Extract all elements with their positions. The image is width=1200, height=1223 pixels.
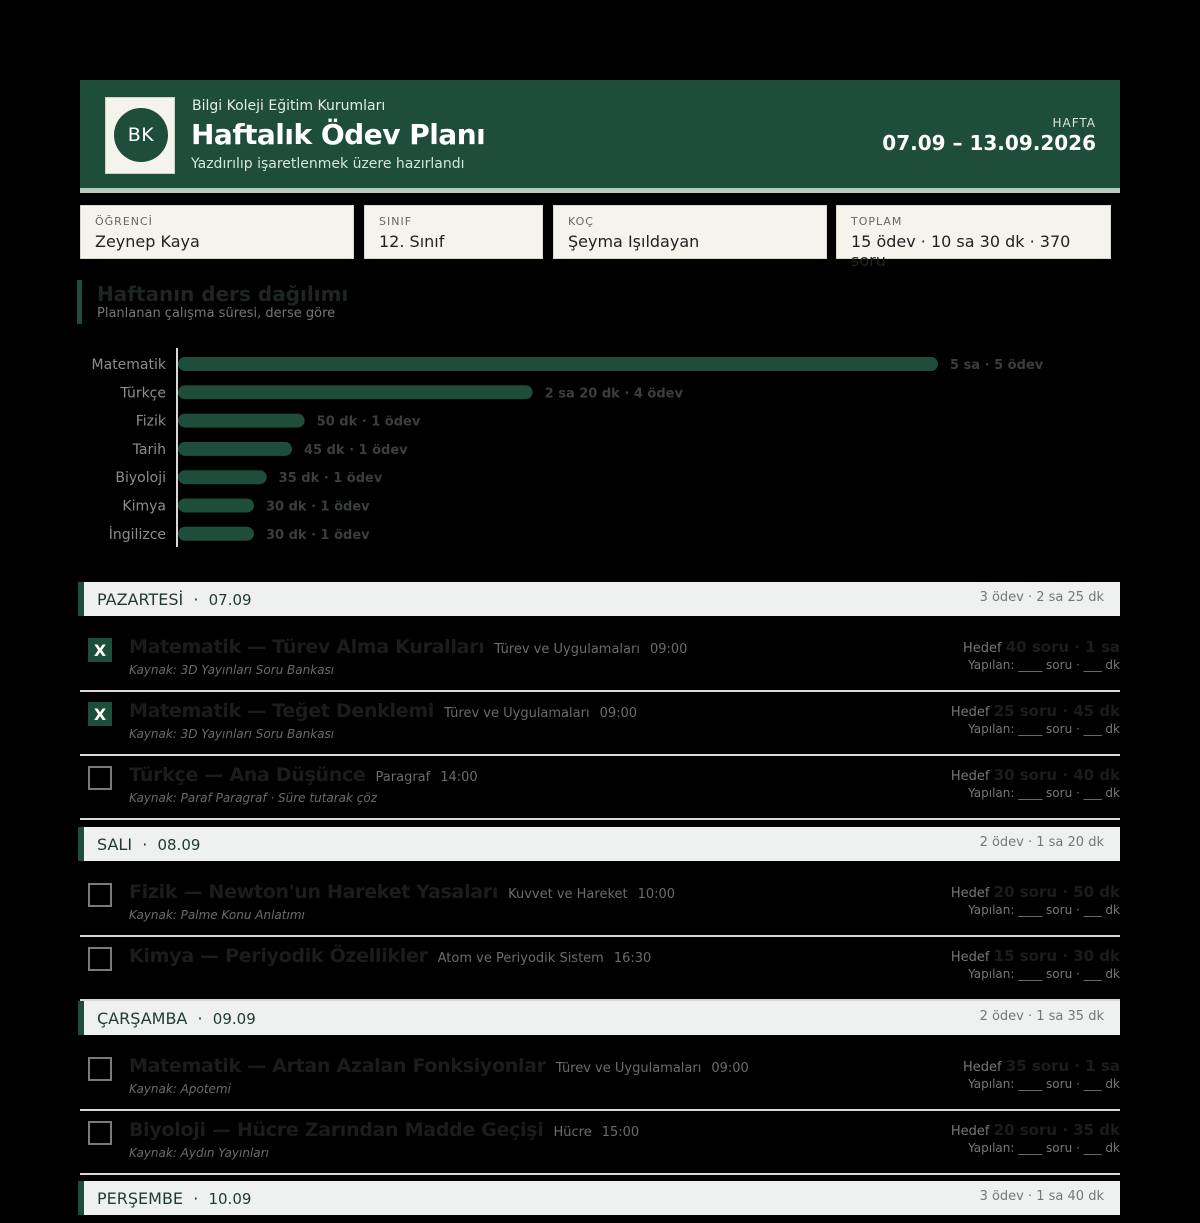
day-name-text: ÇARŞAMBA xyxy=(97,1009,188,1028)
coach-info xyxy=(553,205,827,259)
task-goal-block xyxy=(963,638,1120,672)
task-row xyxy=(80,690,1120,756)
task-goal-block xyxy=(951,947,1120,981)
task-done-field[interactable]: Yapılan: ____ soru · ___ dk xyxy=(968,786,1120,800)
day-header xyxy=(78,827,1120,861)
task-source: Kaynak: 3D Yayınları Soru Bankası xyxy=(129,663,335,677)
goal-label: Hedef xyxy=(950,1124,994,1139)
task-unit: Türev ve Uygulamaları xyxy=(444,706,590,721)
task-line xyxy=(129,1119,639,1141)
day-summary: 3 ödev · 2 sa 25 dk xyxy=(979,590,1104,605)
task-source: Kaynak: Apotemi xyxy=(129,1082,231,1096)
task-row xyxy=(80,871,1120,937)
chart-bar xyxy=(178,414,305,428)
day-date: 08.09 xyxy=(157,836,201,854)
distribution-subtitle: Planlanan çalışma süresi, derse göre xyxy=(97,306,336,321)
chart-category-label: Kimya xyxy=(122,498,166,515)
chart-category-label: Türkçe xyxy=(120,385,166,402)
task-time: 15:00 xyxy=(601,1125,640,1140)
task-time: 09:00 xyxy=(599,706,638,721)
task-goal xyxy=(951,883,1120,901)
task-goal xyxy=(951,766,1120,784)
day-date: 07.09 xyxy=(208,591,252,609)
school-logo xyxy=(105,97,175,174)
task-source: Kaynak: Paraf Paragraf · Süre tutarak çöz xyxy=(129,791,378,805)
chart-value-label: 5 sa · 5 ödev xyxy=(950,358,1044,373)
task-unit: Kuvvet ve Hareket xyxy=(508,887,628,902)
distribution-header xyxy=(77,280,348,324)
task-row xyxy=(80,935,1120,1001)
task-line xyxy=(129,881,675,903)
day-name-text: PERŞEMBE xyxy=(97,1189,184,1208)
day-date: 09.09 xyxy=(212,1010,256,1028)
task-goal xyxy=(963,1057,1120,1075)
subject-distribution-chart xyxy=(0,345,1200,555)
week-range: 07.09 – 13.09.2026 xyxy=(882,131,1096,155)
chart-category-label: Tarih xyxy=(132,441,166,458)
task-row xyxy=(80,1045,1120,1111)
task-done-field[interactable]: Yapılan: ____ soru · ___ dk xyxy=(968,1077,1120,1091)
goal-label: Hedef xyxy=(950,705,994,720)
total-label: TOPLAM xyxy=(851,215,903,228)
goal-value: 20 soru · 35 dk xyxy=(993,1121,1120,1139)
task-done-field[interactable]: Yapılan: ____ soru · ___ dk xyxy=(968,722,1120,736)
task-title: Fizik — Newton'un Hareket Yasaları xyxy=(129,881,499,903)
goal-value: 15 soru · 30 dk xyxy=(993,947,1120,965)
task-goal-block xyxy=(963,1057,1120,1091)
day-summary: 2 ödev · 1 sa 20 dk xyxy=(979,835,1104,850)
chart-category-label: Fizik xyxy=(135,413,166,430)
day-summary: 2 ödev · 1 sa 35 dk xyxy=(979,1009,1104,1024)
task-source: Kaynak: Aydın Yayınları xyxy=(129,1146,269,1160)
chart-category-label: Biyoloji xyxy=(115,470,166,487)
task-goal-block xyxy=(951,702,1120,736)
page-header xyxy=(80,80,1120,193)
day-name xyxy=(97,590,252,609)
task-time: 09:00 xyxy=(649,642,688,657)
task-row xyxy=(80,626,1120,692)
page-subtitle: Yazdırılıp işaretlenmek üzere hazırlandı xyxy=(191,156,465,172)
day-separator: · xyxy=(187,1009,213,1028)
student-value: Zeynep Kaya xyxy=(95,232,200,251)
task-goal xyxy=(951,1121,1120,1139)
chart-category-label: İngilizce xyxy=(108,526,166,543)
goal-value: 30 soru · 40 dk xyxy=(993,766,1120,784)
task-line xyxy=(129,700,637,722)
task-checkbox[interactable] xyxy=(88,1121,112,1145)
total-value: 15 ödev · 10 sa 30 dk · 370 soru xyxy=(851,232,1071,270)
task-unit: Hücre xyxy=(553,1125,592,1140)
week-label: HAFTA xyxy=(1052,116,1096,130)
task-source: Kaynak: 3D Yayınları Soru Bankası xyxy=(129,727,335,741)
task-goal xyxy=(963,638,1120,656)
day-header xyxy=(78,1181,1120,1215)
task-checkbox[interactable]: X xyxy=(88,638,112,662)
class-label: SINIF xyxy=(379,215,413,228)
task-checkbox[interactable]: X xyxy=(88,702,112,726)
task-title: Matematik — Türev Alma Kuralları xyxy=(129,636,485,658)
logo-initials: BK xyxy=(114,108,168,162)
class-value: 12. Sınıf xyxy=(379,232,445,251)
chart-bar xyxy=(178,470,267,484)
goal-label: Hedef xyxy=(950,886,994,901)
chart-bar xyxy=(178,442,292,456)
day-header xyxy=(78,582,1120,616)
total-info xyxy=(836,205,1111,270)
task-done-field[interactable]: Yapılan: ____ soru · ___ dk xyxy=(968,658,1120,672)
organization-name: Bilgi Koleji Eğitim Kurumları xyxy=(192,98,386,114)
day-name xyxy=(97,1009,256,1028)
task-goal xyxy=(951,702,1120,720)
chart-value-label: 30 dk · 1 ödev xyxy=(266,527,370,543)
task-time: 16:30 xyxy=(613,951,652,966)
chart-bar xyxy=(178,357,938,371)
day-separator: · xyxy=(132,835,158,854)
task-done-field[interactable]: Yapılan: ____ soru · ___ dk xyxy=(968,903,1120,917)
chart-value-label: 45 dk · 1 ödev xyxy=(304,442,408,458)
chart-value-label: 30 dk · 1 ödev xyxy=(266,499,370,515)
goal-value: 35 soru · 1 sa xyxy=(1005,1057,1120,1075)
task-title: Kimya — Periyodik Özellikler xyxy=(129,945,428,967)
chart-svg xyxy=(0,345,1200,555)
task-title: Matematik — Artan Azalan Fonksiyonlar xyxy=(129,1055,546,1077)
task-line xyxy=(129,636,687,658)
task-checkbox[interactable] xyxy=(88,766,112,790)
task-title: Biyoloji — Hücre Zarından Madde Geçişi xyxy=(129,1119,544,1141)
day-separator: · xyxy=(183,590,209,609)
chart-bar xyxy=(178,499,254,513)
task-line xyxy=(129,1055,749,1077)
page-title: Haftalık Ödev Planı xyxy=(191,118,486,151)
task-unit: Türev ve Uygulamaları xyxy=(494,642,640,657)
task-title: Türkçe — Ana Düşünce xyxy=(129,764,366,786)
day-name-text: PAZARTESİ xyxy=(97,590,184,609)
task-source: Kaynak: Palme Konu Anlatımı xyxy=(129,908,305,922)
task-time: 10:00 xyxy=(637,887,676,902)
chart-bar xyxy=(178,385,533,399)
task-unit: Türev ve Uygulamaları xyxy=(555,1061,702,1076)
task-done-field[interactable]: Yapılan: ____ soru · ___ dk xyxy=(968,1141,1120,1155)
task-checkbox[interactable] xyxy=(88,947,112,971)
task-time: 14:00 xyxy=(440,770,478,785)
day-separator: · xyxy=(183,1189,209,1208)
day-name-text: SALI xyxy=(97,835,133,854)
coach-value: Şeyma Işıldayan xyxy=(568,232,700,251)
chart-bar xyxy=(178,527,254,541)
task-goal xyxy=(951,947,1120,965)
goal-label: Hedef xyxy=(963,1060,1006,1075)
day-header xyxy=(78,1001,1120,1035)
day-name xyxy=(97,835,200,854)
task-checkbox[interactable] xyxy=(88,883,112,907)
task-unit: Paragraf xyxy=(375,770,431,785)
student-label: ÖĞRENCİ xyxy=(95,215,153,228)
task-line xyxy=(129,945,651,967)
distribution-title: Haftanın ders dağılımı xyxy=(97,282,349,306)
task-goal-block xyxy=(951,766,1120,800)
goal-label: Hedef xyxy=(950,769,994,784)
goal-label: Hedef xyxy=(950,950,994,965)
task-done-field[interactable]: Yapılan: ____ soru · ___ dk xyxy=(968,967,1120,981)
class-info xyxy=(364,205,543,259)
chart-category-label: Matematik xyxy=(91,357,166,373)
goal-label: Hedef xyxy=(963,641,1006,656)
task-goal-block xyxy=(951,1121,1120,1155)
task-time: 09:00 xyxy=(711,1061,749,1076)
goal-value: 20 soru · 50 dk xyxy=(993,883,1120,901)
day-summary: 3 ödev · 1 sa 40 dk xyxy=(979,1189,1104,1204)
task-row xyxy=(80,754,1120,820)
day-date: 10.09 xyxy=(208,1190,252,1208)
day-name xyxy=(97,1189,251,1208)
goal-value: 25 soru · 45 dk xyxy=(993,702,1120,720)
task-unit: Atom ve Periyodik Sistem xyxy=(437,951,604,966)
task-title: Matematik — Teğet Denklemi xyxy=(129,700,435,722)
task-line xyxy=(129,764,478,786)
chart-value-label: 35 dk · 1 ödev xyxy=(278,471,383,487)
student-info xyxy=(80,205,354,259)
task-checkbox[interactable] xyxy=(88,1057,112,1081)
chart-value-label: 50 dk · 1 ödev xyxy=(316,414,421,430)
task-row xyxy=(80,1109,1120,1175)
coach-label: KOÇ xyxy=(568,215,594,228)
goal-value: 40 soru · 1 sa xyxy=(1005,638,1120,656)
chart-value-label: 2 sa 20 dk · 4 ödev xyxy=(544,386,683,402)
task-goal-block xyxy=(951,883,1120,917)
